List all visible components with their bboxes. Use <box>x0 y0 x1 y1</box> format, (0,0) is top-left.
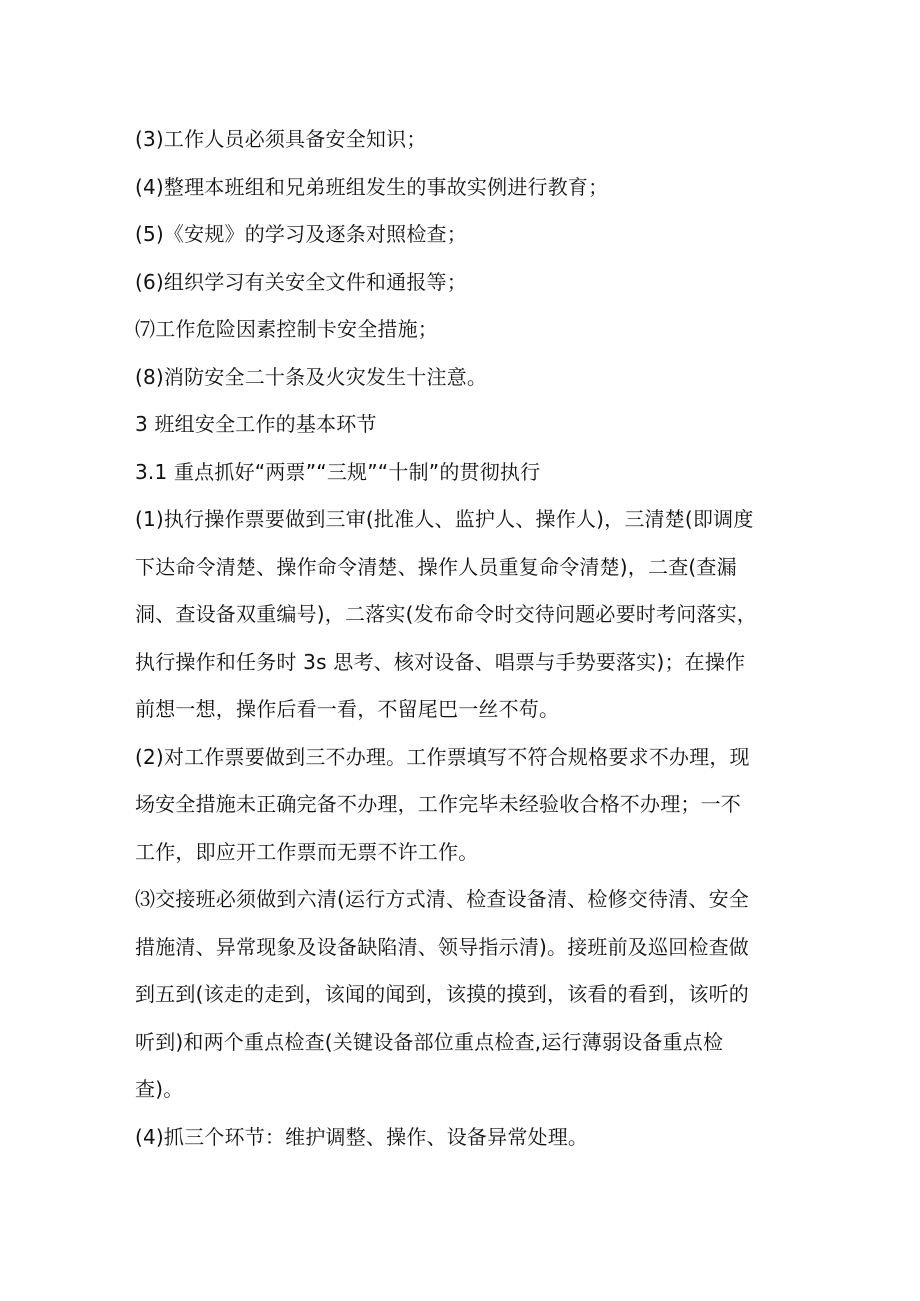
section-heading: 3 班组安全工作的基本环节 <box>135 412 377 436</box>
paragraph-3-line-3: 到五到(该走的走到，该闻的闻到，该摸的摸到，该看的看到，该听的 <box>135 982 750 1006</box>
paragraph-1-line-1: (1)执行操作票要做到三审(批准人、监护人、操作人)，三清楚(即调度 <box>135 507 754 531</box>
paragraph-2-line-3: 工作，即应开工作票而无票不许工作。 <box>135 839 479 864</box>
paragraph-3-line-2: 措施清、异常现象及设备缺陷清、领导指示清)。接班前及巡回检查做 <box>135 934 750 959</box>
document-body <box>135 116 815 1161</box>
list-item-3: (3)工作人员必须具备安全知识； <box>135 127 427 151</box>
paragraph-2-line-2: 场安全措施未正确完备不办理，工作完毕未经验收合格不办理；一不 <box>135 792 741 816</box>
list-item-7: ⑺工作危险因素控制卡安全措施； <box>135 317 438 341</box>
paragraph-2-line-1: (2)对工作票要做到三不办理。工作票填写不符合规格要求不办理，现 <box>135 744 750 769</box>
paragraph-3-line-4: 听到)和两个重点检查(关键设备部位重点检查,运行薄弱设备重点检 <box>135 1029 724 1054</box>
list-item-6: (6)组织学习有关安全文件和通报等； <box>135 269 467 294</box>
paragraph-3-line-1: ⑶交接班必须做到六清(运行方式清、检查设备清、检修交待清、安全 <box>135 887 750 911</box>
paragraph-1-line-2: 下达命令清楚、操作命令清楚、操作人员重复命令清楚)，二查(查漏 <box>135 554 737 579</box>
paragraph-1-line-5: 前想一想，操作后看一看，不留尾巴一丝不苟。 <box>135 697 560 721</box>
paragraph-1-line-3: 洞、查设备双重编号)，二落实(发布命令时交待问题必要时考问落实， <box>135 602 758 626</box>
paragraph-1-line-4: 执行操作和任务时 3s 思考、核对设备、唱票与手势要落实)；在操作 <box>135 649 746 674</box>
subsection-heading: 3.1 重点抓好“两票”“三规”“十制”的贯彻执行 <box>135 459 541 484</box>
paragraph-4-line-1: (4)抓三个环节：维护调整、操作、设备异常处理。 <box>135 1124 589 1149</box>
list-item-5: (5)《安规》的学习及逐条对照检查； <box>135 222 467 246</box>
paragraph-3-line-5: 查)。 <box>135 1077 184 1101</box>
list-item-4: (4)整理本班组和兄弟班组发生的事故实例进行教育； <box>135 174 609 199</box>
list-item-8: (8)消防安全二十条及火灾发生十注意。 <box>135 364 488 389</box>
